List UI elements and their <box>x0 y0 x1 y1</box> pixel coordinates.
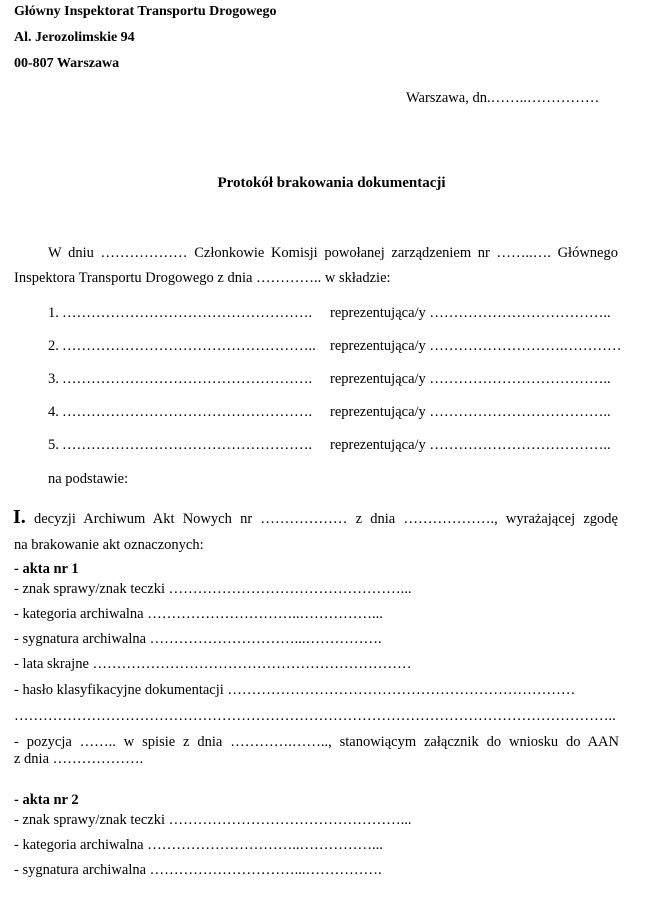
member-number: 4. <box>48 404 59 420</box>
section-decision-line-2: na brakowanie akt oznaczonych: <box>14 537 204 553</box>
member-role-field[interactable]: reprezentująca/y ……………………………….. <box>330 305 611 321</box>
akta-1-sygnatura-field[interactable]: - sygnatura archiwalna …………………………...……………. <box>14 631 382 647</box>
member-name-field[interactable]: ……………………………………………. <box>62 437 313 453</box>
member-name-field[interactable]: ……………………………………………. <box>62 404 313 420</box>
member-role-field[interactable]: reprezentująca/y ……………………………….. <box>330 404 611 420</box>
intro-line-1: W dniu ……………… Członkowie Komisji powołanej zarządzeniem nr ……..…. Głównego <box>48 245 618 261</box>
akta-1-heading: - akta nr 1 <box>14 561 79 577</box>
akta-2-znak-field[interactable]: - znak sprawy/znak teczki …………………………………………... <box>14 812 412 828</box>
akta-1-kategoria-field[interactable]: - kategoria archiwalna …………………………..……………... <box>14 606 383 622</box>
member-role-field[interactable]: reprezentująca/y ……………………….………… <box>330 338 622 354</box>
member-role-field[interactable]: reprezentująca/y ……………………………….. <box>330 437 611 453</box>
section-numeral: I. <box>13 506 26 528</box>
akta-2-kategoria-field[interactable]: - kategoria archiwalna …………………………..……………... <box>14 837 383 853</box>
place-date-field[interactable]: Warszawa, dn.……..…………… <box>406 90 600 106</box>
akta-1-haslo-field[interactable]: - hasło klasyfikacyjne dokumentacji ……………………………………………………………… <box>14 682 576 698</box>
akta-1-haslo-continuation[interactable]: …………………………………………………………………………………………………………….. <box>14 708 616 724</box>
member-name-field[interactable]: ……………………………………………. <box>62 305 313 321</box>
member-number: 2. <box>48 338 59 354</box>
institution-street: Al. Jerozolimskie 94 <box>14 30 135 45</box>
akta-1-pozycja-date[interactable]: z dnia ………………. <box>14 751 144 767</box>
section-decision-line: decyzji Archiwum Akt Nowych nr ……………… z dnia ………………., wyrażającej zgodę <box>34 511 618 527</box>
akta-1-pozycja-line[interactable]: - pozycja …….. w spisie z dnia ………….…….., stanowiącym załącznik do wniosku do AAN <box>14 734 619 750</box>
akta-2-heading: - akta nr 2 <box>14 792 79 808</box>
akta-1-lata-field[interactable]: - lata skrajne ………………………………………………………… <box>14 656 412 672</box>
intro-line-2: Inspektora Transportu Drogowego z dnia ………….. w składzie: <box>14 270 391 286</box>
member-role-field[interactable]: reprezentująca/y ……………………………….. <box>330 371 611 387</box>
member-number: 3. <box>48 371 59 387</box>
document-title: Protokół brakowania dokumentacji <box>217 175 446 191</box>
institution-postcode-city: 00-807 Warszawa <box>14 56 120 71</box>
member-name-field[interactable]: ……………………………………………. <box>62 371 313 387</box>
akta-1-znak-field[interactable]: - znak sprawy/znak teczki …………………………………………... <box>14 581 412 597</box>
institution-name: Główny Inspektorat Transportu Drogowego <box>14 4 277 19</box>
member-number: 1. <box>48 305 59 321</box>
member-number: 5. <box>48 437 59 453</box>
akta-2-sygnatura-field[interactable]: - sygnatura archiwalna …………………………...……………. <box>14 862 382 878</box>
member-name-field[interactable]: …………………………………………….. <box>62 338 316 354</box>
basis-label: na podstawie: <box>48 471 129 487</box>
